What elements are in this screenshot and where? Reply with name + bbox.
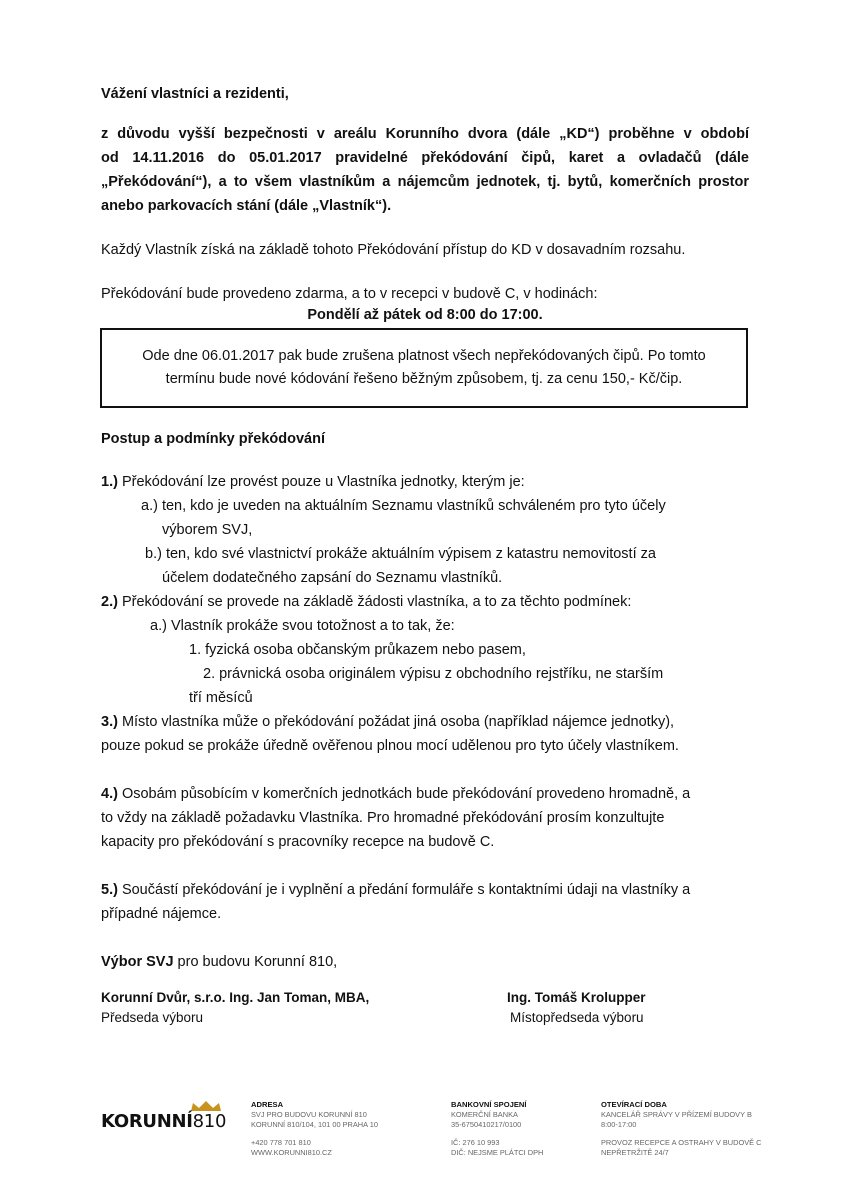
footer-bank-line-1: KOMERČNÍ BANKA bbox=[451, 1110, 518, 1119]
footer-address-heading: ADRESA bbox=[251, 1100, 284, 1109]
item-2a-2-line-1: 2. právnická osoba originálem výpisu z obchodního rejstříku, ne starším bbox=[203, 666, 664, 682]
item-2 bbox=[101, 592, 631, 612]
item-3-line-2: pouze pokud se prokáže úředně ověřenou plnou mocí udělenou pro tyto účely vlastníkem. bbox=[101, 738, 679, 754]
intro-line-1: z důvodu vyšší bezpečnosti v areálu Korunního dvora (dále „KD“) proběhne v období bbox=[101, 126, 749, 142]
section-title: Postup a podmínky překódování bbox=[101, 431, 325, 447]
signature-right-name: Ing. Tomáš Krolupper bbox=[507, 990, 646, 1005]
footer-address-web: WWW.KORUNNI810.CZ bbox=[251, 1148, 332, 1157]
notice-box bbox=[100, 328, 748, 408]
item-5-number: 5.) bbox=[101, 882, 118, 898]
signature-right-role: Místopředseda výboru bbox=[510, 1010, 644, 1025]
closing-rest: pro budovu Korunní 810, bbox=[173, 954, 338, 970]
item-2-text: Překódování se provede na základě žádosti vlastníka, a to za těchto podmínek: bbox=[117, 594, 632, 610]
item-1 bbox=[101, 472, 525, 492]
footer-address bbox=[251, 1100, 378, 1158]
footer-address-line-1: SVJ PRO BUDOVU KORUNNÍ 810 bbox=[251, 1110, 367, 1119]
schedule-hours: Pondělí až pátek od 8:00 do 17:00. bbox=[307, 307, 543, 323]
footer-bank bbox=[451, 1100, 543, 1158]
item-1a-line-2: výborem SVJ, bbox=[162, 522, 253, 538]
footer-address-line-2: KORUNNÍ 810/104, 101 00 PRAHA 10 bbox=[251, 1120, 378, 1129]
item-2a-2-line-2: tří měsíců bbox=[189, 690, 253, 706]
access-text: Každý Vlastník získá na základě tohoto Překódování přístup do KD v dosavadním rozsahu. bbox=[101, 242, 686, 258]
logo-number: 810 bbox=[192, 1111, 227, 1132]
item-4-number: 4.) bbox=[101, 786, 118, 802]
item-2-number: 2.) bbox=[101, 594, 118, 610]
footer-hours-line-2: 8:00-17:00 bbox=[601, 1120, 637, 1129]
notice-line-2: termínu bude nové kódování řešeno běžným způsobem, tj. za cenu 150,- Kč/čip. bbox=[165, 371, 683, 387]
item-5-line-1 bbox=[101, 880, 690, 900]
item-1b-line-1: b.) ten, kdo své vlastnictví prokáže aktuálním výpisem z katastru nemovitostí za bbox=[145, 546, 656, 562]
footer-bank-dic: DIČ: NEJSME PLÁTCI DPH bbox=[451, 1148, 544, 1157]
footer bbox=[0, 1100, 850, 1180]
item-4-line-2: to vždy na základě požadavku Vlastníka. Pro hromadné překódování prosím konzultujte bbox=[101, 810, 665, 826]
item-2a-1: 1. fyzická osoba občanským průkazem nebo pasem, bbox=[189, 642, 526, 658]
footer-hours bbox=[601, 1100, 761, 1158]
item-3-line-1 bbox=[101, 712, 674, 732]
footer-hours-line-1: KANCELÁŘ SPRÁVY V PŘÍZEMÍ BUDOVY B bbox=[601, 1110, 752, 1119]
footer-address-phone: +420 778 701 810 bbox=[251, 1138, 311, 1147]
intro-line-4: anebo parkovacích stání (dále „Vlastník“). bbox=[101, 198, 392, 214]
item-1b-line-2: účelem dodatečného zapsání do Seznamu vlastníků. bbox=[162, 570, 503, 586]
item-4-text: Osobám působícím v komerčních jednotkách bude překódování provedeno hromadně, a bbox=[117, 786, 691, 802]
intro-line-3: „Překódování“), a to všem vlastníkům a nájemcům jednotek, tj. bytů, komerčních prostor bbox=[101, 174, 749, 190]
closing bbox=[101, 952, 337, 972]
closing-committee: Výbor SVJ bbox=[101, 954, 174, 970]
footer-hours-line-3: PROVOZ RECEPCE A OSTRAHY V BUDOVĚ C bbox=[601, 1138, 762, 1147]
footer-bank-heading: BANKOVNÍ SPOJENÍ bbox=[451, 1100, 527, 1109]
item-3-number: 3.) bbox=[101, 714, 118, 730]
item-1a-line-1: a.) ten, kdo je uveden na aktuálním Seznamu vlastníků schváleném pro tyto účely bbox=[141, 498, 666, 514]
footer-hours-line-4: NEPŘETRŽITĚ 24/7 bbox=[601, 1148, 669, 1157]
logo-word: KORUNNÍ bbox=[101, 1111, 193, 1132]
footer-bank-ic: IČ: 276 10 993 bbox=[451, 1138, 500, 1147]
korunni-logo bbox=[101, 1100, 231, 1140]
item-3-text: Místo vlastníka může o překódování požádat jiná osoba (například nájemce jednotky), bbox=[117, 714, 675, 730]
signature-left-role: Předseda výboru bbox=[101, 1010, 204, 1025]
notice-line-1: Ode dne 06.01.2017 pak bude zrušena platnost všech nepřekódovaných čipů. Po tomto bbox=[142, 348, 706, 364]
item-5-text: Součástí překódování je i vyplnění a předání formuláře s kontaktními údaji na vlastníky a bbox=[117, 882, 691, 898]
footer-hours-heading: OTEVÍRACÍ DOBA bbox=[601, 1100, 667, 1109]
item-1-number: 1.) bbox=[101, 474, 118, 490]
item-5-line-2: případné nájemce. bbox=[101, 906, 222, 922]
schedule-line: Překódování bude provedeno zdarma, a to v recepci v budově C, v hodinách: bbox=[101, 286, 598, 302]
item-4-line-1 bbox=[101, 784, 690, 804]
footer-bank-line-2: 35-6750410217/0100 bbox=[451, 1120, 522, 1129]
signature-left-name: Korunní Dvůr, s.r.o. Ing. Jan Toman, MBA, bbox=[101, 990, 370, 1005]
intro-line-2: od 14.11.2016 do 05.01.2017 pravidelné překódování čipů, karet a ovladačů (dále bbox=[101, 150, 749, 166]
item-1-text: Překódování lze provést pouze u Vlastníka jednotky, kterým je: bbox=[117, 474, 525, 490]
logo-wordmark bbox=[101, 1111, 226, 1132]
item-4-line-3: kapacity pro překódování s pracovníky recepce na budově C. bbox=[101, 834, 495, 850]
greeting: Vážení vlastníci a rezidenti, bbox=[101, 86, 289, 102]
item-2a: a.) Vlastník prokáže svou totožnost a to tak, že: bbox=[150, 618, 455, 634]
